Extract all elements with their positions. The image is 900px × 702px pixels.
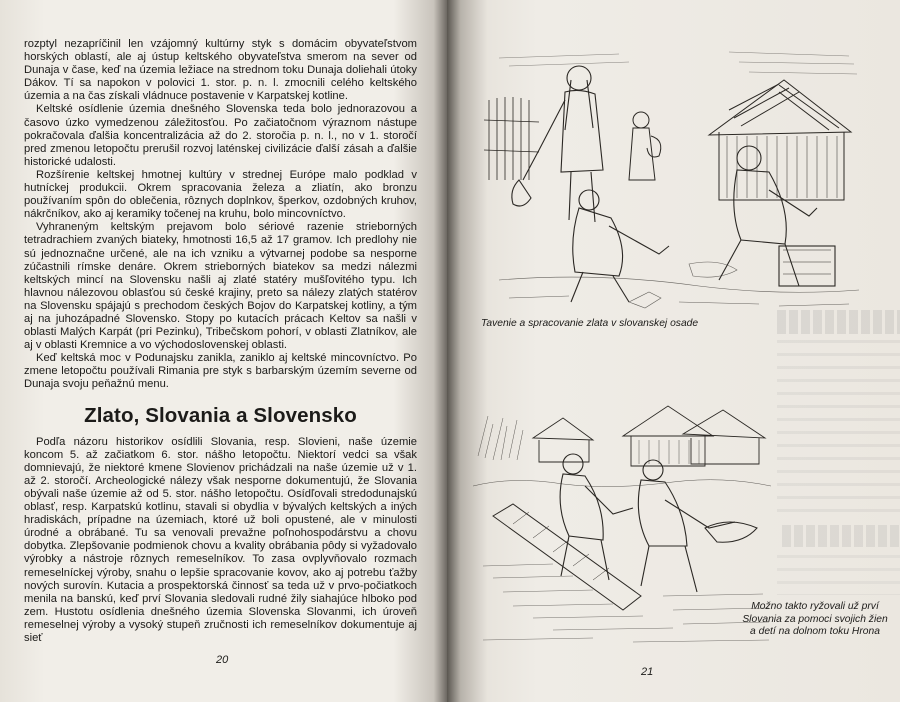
paragraph-4: Vyhraneným keltským prejavom bolo sériové razenie strieborných tetradrachiem zvaných biateky, hmotnosti 16,5 až 17 gramov. Ich predlohy nie sú jednoznačne určené, ale na ich vzniku a výtvarnej podobe sa nesporne zúčastnili rímske denáre. Okrem strieborných biatekov sa medzi nálezmi keltských mincí na Slovensku našli aj zlaté statéry mušľovitého typu. Ich hlavnou nálezovou oblasťou sú české krajiny, preto sa nálezy zlatých statérov na Slovensku spájajú s prechodom českých Bojov do Karpatskej kotliny, a tým aj na juhozápadné Slovensko. Stopy po kutacích prácach Keltov sa našli v oblasti Malých Karpát (pri Pezinku), Tribečskom pohorí, v oblasti Zlatníkov, ale aj v oblasti Kremnice a vo východoslovenskej oblasti.: [24, 221, 417, 352]
right-page: [447, 0, 900, 702]
show-through-text-2: [777, 555, 900, 595]
paragraph-3: Rozšírenie keltskej hmotnej kultúry v strednej Európe malo podklad v hutníckej produkcii. Okrem spracovania železa a zliatín, ako bronzu používaním spôn do oblečenia, rôznych doplnkov, šperkov, ozdobných kruhov, nákrčníkov, ako aj keramiky točenej na kruhu, bolo mincovníctvo.: [24, 168, 417, 221]
show-through-text: [777, 340, 900, 520]
caption-top: Tavenie a spracovanie zlata v slovanskej osade: [481, 318, 699, 329]
left-page: [0, 0, 447, 702]
caption-bottom: Možno takto ryžovali už prví Slovania za pomoci svojich žien a detí na dolnom toku Hrona: [742, 601, 888, 638]
left-text-column: [24, 38, 417, 645]
paragraph-5: Keď keltská moc v Podunajsku zanikla, zaniklo aj keltské mincovníctvo. Po zmene letopočtu používali Rimania pre styk s barbarským územím severne od Dunaja svoju peňažnú menu.: [24, 352, 417, 391]
paragraph-1: rozptyl nezapríčinil len vzájomný kultúrny styk s domácim obyvateľstvom horských oblastí, ale aj ústup keltského obyvateľstva smerom na sever od Dunaja v čase, keď na územia ležiace na strednom toku Dunaja doliehali útoky Dákov. Tí sa napokon v polovici 1. stor. p. n. l. zmocnili celého keltského územia a na čas získali vládnuce postavenie v Karpatskej kotline.: [24, 38, 417, 103]
paragraph-2: Keltské osídlenie územia dnešného Slovenska teda bolo jednorazovou a časovo úzko vymedzenou záležitosťou. Po začiatočnom výraznom nástupe pokračovala ďalšia koncentralizácia až do 2. storočia p. n. l., no v 1. storočí pred zmenou letopočtu prerušil rozvoj laténskej civilizácie ďalší zásah a ďalšie historické udalosti.: [24, 103, 417, 168]
page-number-left: 20: [216, 654, 229, 666]
gold-panning-illustration: [473, 396, 771, 648]
show-through-heading-2: [782, 525, 900, 547]
show-through-heading: [777, 310, 900, 334]
chapter-title: Zlato, Slovania a Slovensko: [84, 403, 357, 427]
chapter-paragraph: Podľa názoru historikov osídlili Slovania, resp. Slovieni, naše územie koncom 5. až začiatkom 6. stor. nášho letopočtu. Niektorí vedci sa však domnievajú, že niektoré kmene Slovienov prichádzali na naše územie už v 1. až 2. storočí. Archeologické nálezy však nesporne dokumentujú, že Slovania obývali naše územie až od 5. stor. nášho letopočtu. Osídľovali stredodunajskú oblasť, resp. Karpatskú kotlinu, stavali si obydlia v bývalých keltských a iných hradiskách, prípadne na územiach, ktoré už boli opustené, ale v minulosti úrodné a obrábané. Tu sa venovali prevažne poľnohospodárstvu a chovu dobytka. Zlepšovanie podmienok chovu a kvality obrábania pôdy si vyžadovalo výrobky a nástroje rôznych remeselníkov. To zasa ovplyvňovalo rozmach remeselníckej výroby, snahu o lepšie spracovanie kovov, ako aj potrebu ťažby nových surovín. Kutacia a prospektorská činnosť sa teda už v prvo-počiatkoch menila na banskú, keď prví Slovania sledovali rudné žily siahajúce hlboko pod zem. Hustotu osídlenia dnešného územia Slovenska Slovanmi, ich úroveň remeselnej výroby a vysoký stupeň zručnosti ich remeselníkov dokumentuje aj sieť: [24, 435, 417, 645]
smelting-illustration: [479, 40, 863, 312]
page-number-right: 21: [641, 666, 654, 678]
